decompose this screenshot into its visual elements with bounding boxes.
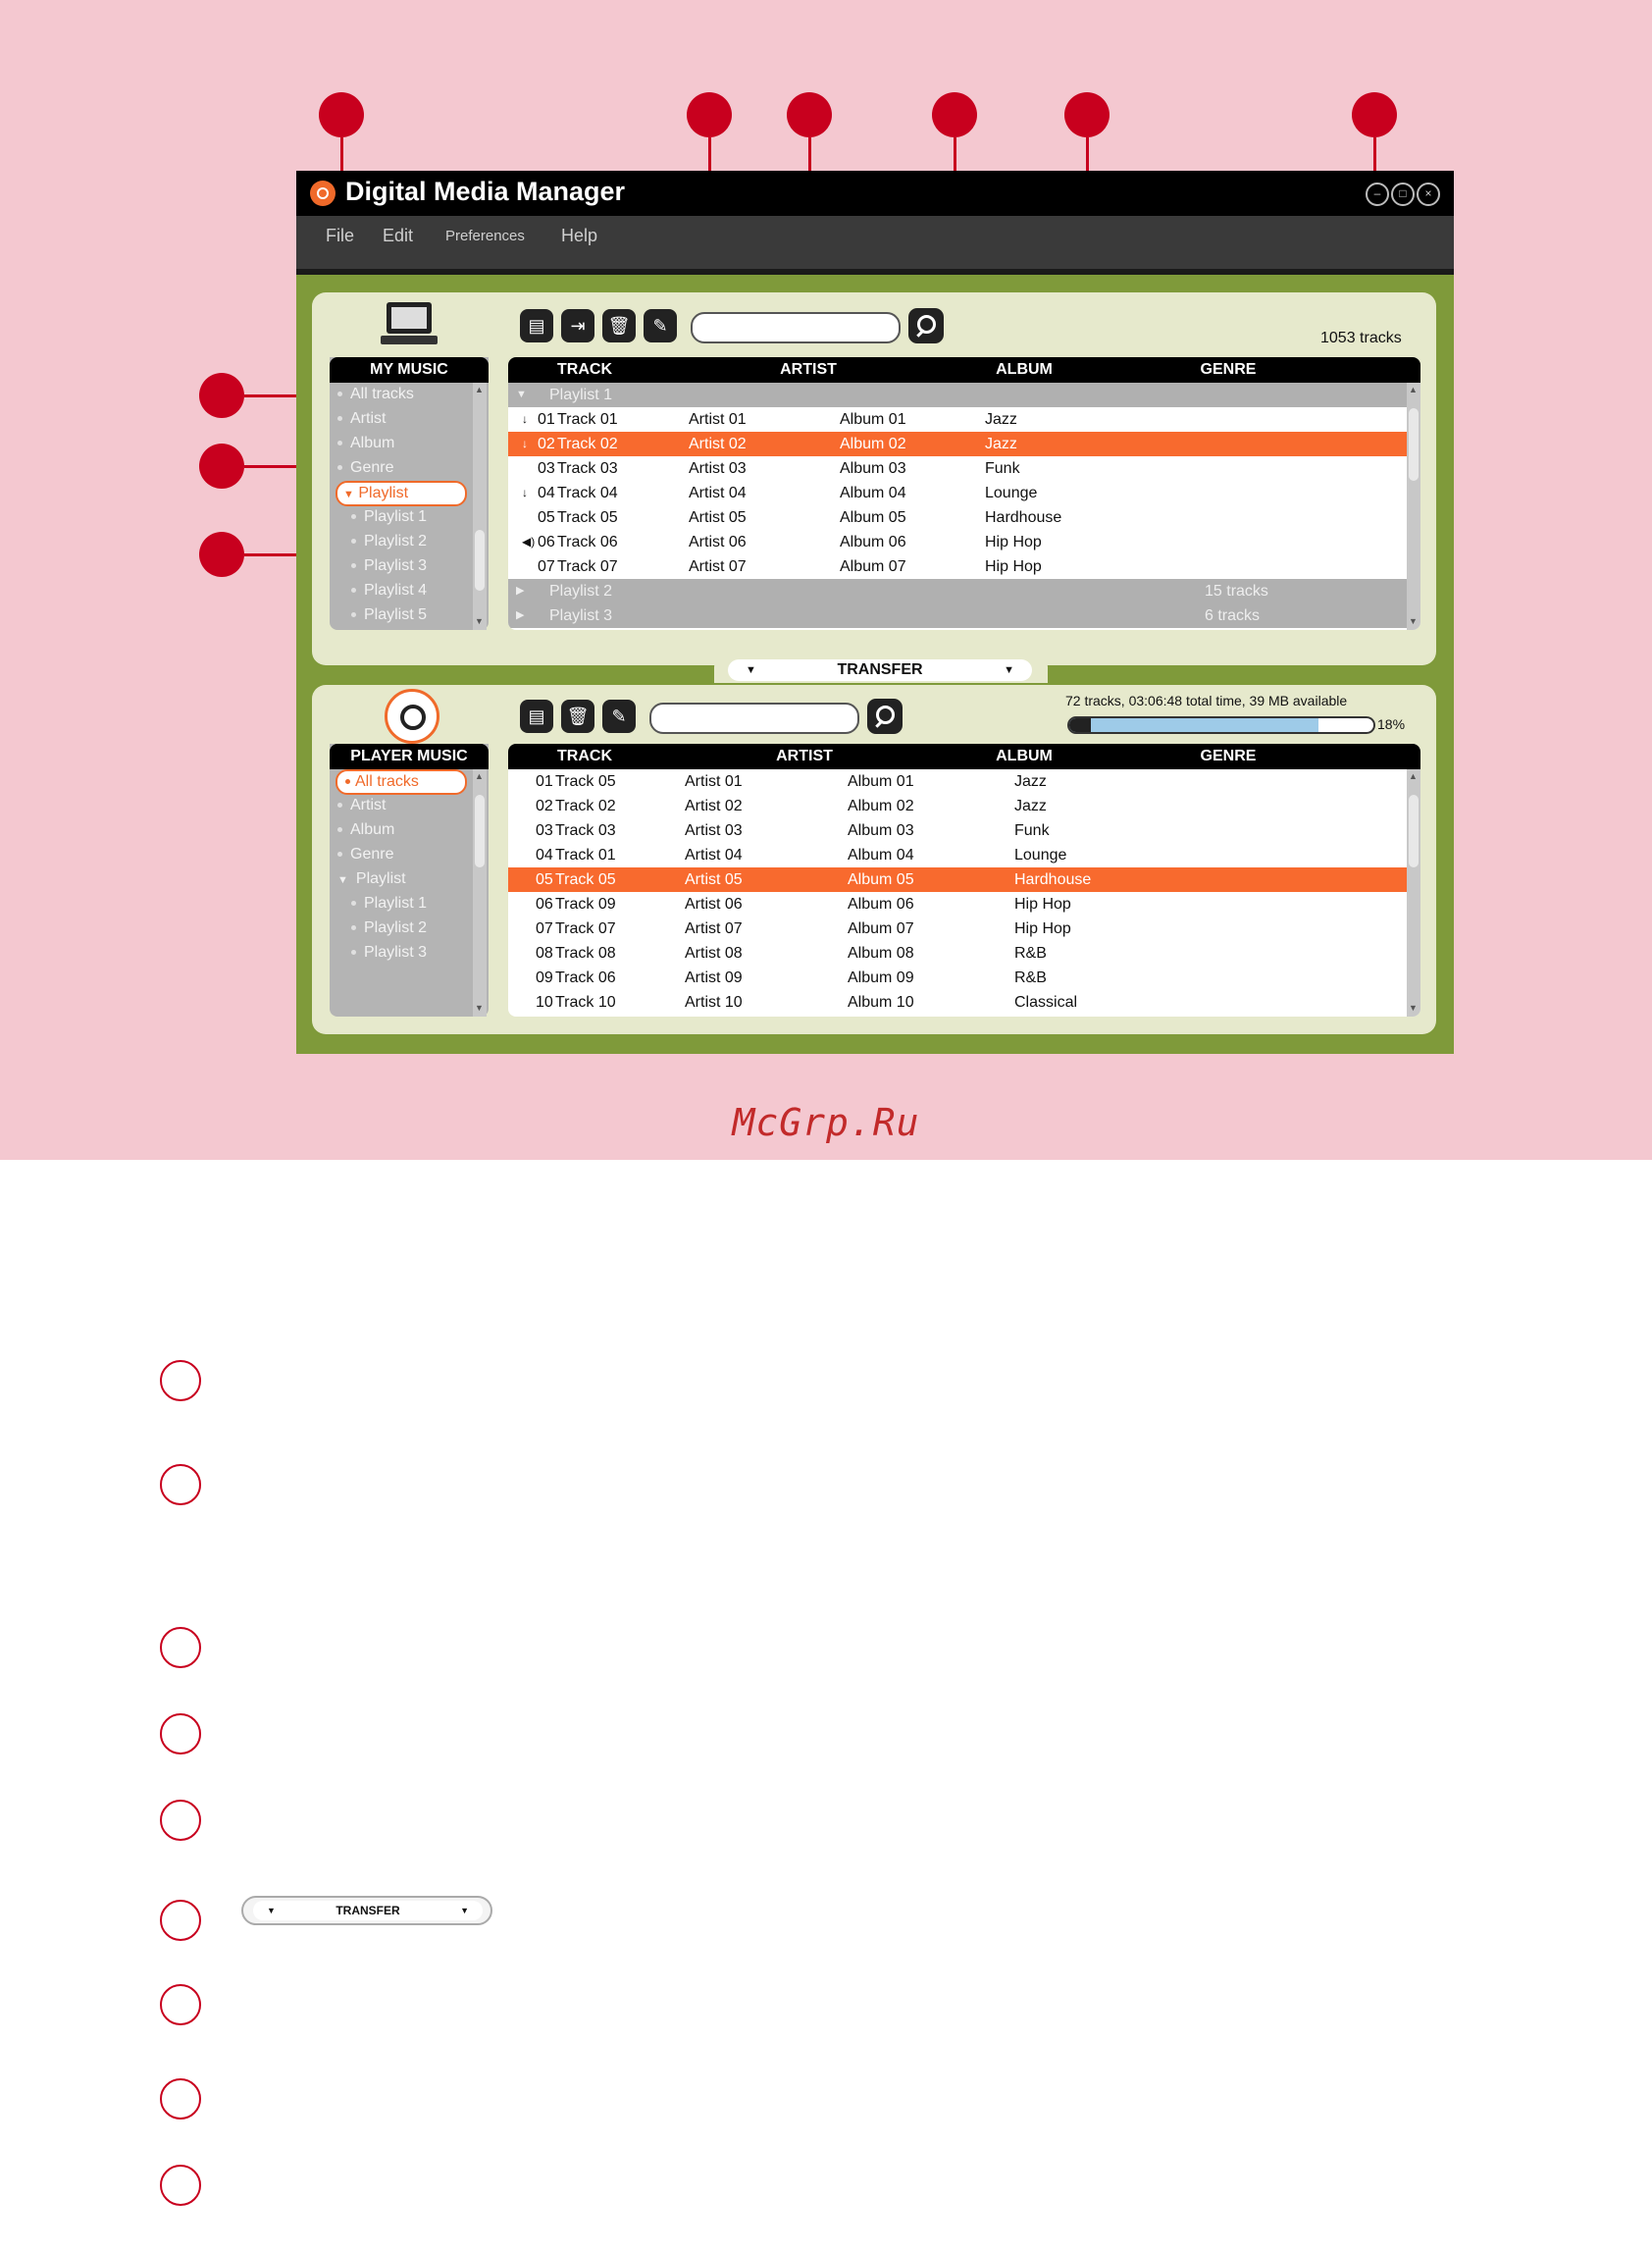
track-title: Track 01 [557, 411, 618, 428]
genre-cell: Hip Hop [1014, 920, 1071, 937]
scroll-down-icon[interactable]: ▼ [1409, 1003, 1418, 1013]
playlist-group-row[interactable]: ▶ Playlist 2 15 tracks [508, 579, 1407, 603]
new-playlist-button[interactable]: ▤ [520, 309, 553, 342]
capacity-used-fill [1069, 718, 1318, 732]
genre-cell: Funk [1014, 822, 1050, 839]
menu-preferences[interactable]: Preferences [445, 228, 525, 244]
track-title: Track 07 [555, 920, 616, 937]
callout-dot [932, 92, 977, 137]
track-title: Track 01 [555, 847, 616, 864]
track-title: Track 05 [555, 871, 616, 888]
album-cell: Album 10 [848, 994, 914, 1011]
menu-bar [296, 216, 1454, 269]
artist-cell: Artist 08 [685, 945, 743, 962]
my-music-search-input[interactable] [691, 312, 901, 343]
track-number: 07 [538, 558, 555, 575]
player-capacity-bar [1067, 716, 1375, 734]
scroll-thumb[interactable] [1409, 408, 1419, 481]
artist-cell: Artist 04 [689, 485, 747, 501]
column-genre[interactable]: GENRE [1200, 748, 1257, 764]
callout-dot [687, 92, 732, 137]
track-number: 08 [536, 945, 553, 962]
menu-edit[interactable]: Edit [383, 226, 414, 245]
callout-dot [319, 92, 364, 137]
track-number: 02 [536, 798, 553, 814]
table-header [508, 744, 1420, 769]
genre-cell: R&B [1014, 969, 1047, 986]
album-cell: Album 06 [840, 534, 906, 550]
transfer-down-icon: ▼ [267, 1906, 276, 1915]
table-row[interactable] [508, 917, 1407, 941]
genre-cell: Jazz [985, 436, 1017, 452]
track-title: Track 06 [555, 969, 616, 986]
legend-circle [160, 1713, 201, 1754]
column-album[interactable]: ALBUM [996, 748, 1053, 764]
track-title: Track 02 [557, 436, 618, 452]
legend-circle [160, 2078, 201, 2120]
artist-cell: Artist 06 [685, 896, 743, 913]
my-music-header: MY MUSIC [330, 357, 489, 383]
legend-circle [160, 1464, 201, 1505]
track-number: 04 [536, 847, 553, 864]
album-cell: Album 07 [848, 920, 914, 937]
player-search-button[interactable] [867, 699, 903, 734]
track-title: Track 05 [555, 773, 616, 790]
sidebar-item-playlist-2[interactable]: Playlist 2 [351, 919, 427, 937]
artist-cell: Artist 07 [689, 558, 747, 575]
column-album[interactable]: ALBUM [996, 361, 1053, 378]
legend-transfer-bar [241, 1896, 492, 1925]
edit-button[interactable]: ✎ [644, 309, 677, 342]
album-cell: Album 05 [840, 509, 906, 526]
genre-cell: Classical [1014, 994, 1078, 1011]
watermark: McGrp.Ru [732, 1101, 920, 1144]
transfer-down-icon: ▼ [1004, 664, 1014, 676]
track-title: Track 06 [557, 534, 618, 550]
edit-button[interactable]: ✎ [602, 700, 636, 733]
genre-cell: Hip Hop [985, 534, 1042, 550]
table-row[interactable] [508, 554, 1407, 579]
transfer-button[interactable]: ▼ TRANSFER ▼ [728, 659, 1032, 681]
genre-cell: Jazz [1014, 798, 1047, 814]
scroll-up-icon[interactable]: ▲ [475, 771, 484, 781]
playlist-group-row[interactable]: ▶ Playlist 3 6 tracks [508, 603, 1407, 628]
scroll-thumb[interactable] [475, 795, 485, 867]
table-row[interactable] [508, 769, 1407, 794]
track-title: Track 10 [555, 994, 616, 1011]
sidebar-item-playlist-3[interactable]: Playlist 3 [351, 557, 427, 575]
sidebar-item-playlist[interactable]: ▼ Playlist [337, 870, 406, 887]
table-row[interactable] [508, 794, 1407, 818]
track-title: Track 07 [557, 558, 618, 575]
sidebar-item-playlist-2[interactable]: Playlist 2 [351, 533, 427, 550]
scroll-down-icon[interactable]: ▼ [1409, 616, 1418, 626]
collapse-icon: ▶ [516, 609, 525, 621]
sidebar-item-album[interactable]: Album [337, 821, 394, 839]
legend-circle [160, 1360, 201, 1401]
column-genre[interactable]: GENRE [1200, 361, 1257, 378]
sidebar-item-genre[interactable]: Genre [337, 459, 393, 477]
track-title: Track 05 [557, 509, 618, 526]
sidebar-item-artist[interactable]: Artist [337, 797, 386, 814]
track-title: Track 03 [555, 822, 616, 839]
table-row[interactable] [508, 481, 1407, 505]
artist-cell: Artist 03 [685, 822, 743, 839]
track-number: 02 [538, 436, 555, 452]
status-icon: ↓ [522, 486, 528, 499]
genre-cell: Hardhouse [1014, 871, 1092, 888]
genre-cell: Hip Hop [1014, 896, 1071, 913]
scroll-down-icon[interactable]: ▼ [475, 616, 484, 626]
album-cell: Album 01 [840, 411, 906, 428]
album-cell: Album 03 [840, 460, 906, 477]
callout-dot [1064, 92, 1110, 137]
track-title: Track 04 [557, 485, 618, 501]
content-frame [296, 275, 1454, 1054]
artist-cell: Artist 05 [685, 871, 743, 888]
add-to-playlist-button[interactable]: ⇥ [561, 309, 594, 342]
album-cell: Album 09 [848, 969, 914, 986]
track-number: 06 [536, 896, 553, 913]
track-title: Track 09 [555, 896, 616, 913]
scroll-down-icon[interactable]: ▼ [475, 1003, 484, 1013]
app-window [296, 171, 1454, 1054]
artist-cell: Artist 03 [689, 460, 747, 477]
menu-help[interactable]: Help [561, 226, 598, 245]
scroll-up-icon[interactable]: ▲ [1409, 771, 1418, 781]
legend-circle [160, 1627, 201, 1668]
album-cell: Album 03 [848, 822, 914, 839]
artist-cell: Artist 09 [685, 969, 743, 986]
scroll-thumb[interactable] [1409, 795, 1419, 867]
status-icon: ↓ [522, 412, 528, 426]
player-music-panel [312, 685, 1436, 1034]
track-number: 03 [536, 822, 553, 839]
sidebar-item-playlist-3[interactable]: Playlist 3 [351, 944, 427, 962]
track-number: 01 [536, 773, 553, 790]
expand-icon: ▼ [516, 389, 527, 400]
delete-button[interactable]: 🗑 [561, 700, 594, 733]
track-number: 07 [536, 920, 553, 937]
track-number: 09 [536, 969, 553, 986]
column-track[interactable]: TRACK [557, 361, 612, 378]
album-cell: Album 07 [840, 558, 906, 575]
table-header [508, 357, 1420, 383]
artist-cell: Artist 04 [685, 847, 743, 864]
player-music-table [508, 744, 1420, 1017]
column-artist[interactable]: ARTIST [776, 748, 833, 764]
collapse-icon: ▶ [516, 585, 525, 597]
capacity-percent: 18% [1377, 716, 1406, 732]
genre-cell: Jazz [985, 411, 1017, 428]
artist-cell: Artist 01 [685, 773, 743, 790]
album-cell: Album 08 [848, 945, 914, 962]
computer-icon [377, 300, 441, 347]
table-row[interactable] [508, 456, 1407, 481]
table-scrollbar[interactable] [1407, 383, 1420, 630]
sidebar-item-artist[interactable]: Artist [337, 410, 386, 428]
player-music-header: PLAYER MUSIC [330, 744, 489, 769]
sidebar-item-all-tracks[interactable]: All tracks [336, 769, 467, 795]
track-title: Track 08 [555, 945, 616, 962]
maximize-icon[interactable]: □ [1391, 183, 1415, 206]
genre-cell: Hip Hop [985, 558, 1042, 575]
callout-dot [787, 92, 832, 137]
delete-button[interactable]: 🗑 [602, 309, 636, 342]
sidebar-item-album[interactable]: Album [337, 435, 394, 452]
table-row[interactable] [508, 867, 1407, 892]
scroll-thumb[interactable] [475, 530, 485, 591]
status-icon: ↓ [522, 437, 528, 450]
callout-dot [199, 532, 244, 577]
sidebar-item-all-tracks[interactable]: All tracks [337, 386, 414, 403]
my-music-table [508, 357, 1420, 630]
player-device-icon [385, 689, 439, 744]
genre-cell: R&B [1014, 945, 1047, 962]
sidebar-item-playlist-1[interactable]: Playlist 1 [351, 895, 427, 913]
track-number: 01 [538, 411, 555, 428]
genre-cell: Jazz [1014, 773, 1047, 790]
app-title: Digital Media Manager [345, 177, 626, 206]
legend-transfer-label: ▼ TRANSFER ▼ [253, 1901, 483, 1920]
album-cell: Album 02 [840, 436, 906, 452]
table-row[interactable] [508, 505, 1407, 530]
close-icon[interactable]: × [1417, 183, 1440, 206]
table-scrollbar[interactable] [1407, 769, 1420, 1017]
album-cell: Album 02 [848, 798, 914, 814]
status-icon: ◀) [522, 535, 536, 549]
sidebar-item-playlist-4[interactable]: Playlist 4 [351, 582, 427, 600]
legend-circle [160, 1800, 201, 1841]
artist-cell: Artist 06 [689, 534, 747, 550]
artist-cell: Artist 01 [689, 411, 747, 428]
sidebar-scrollbar[interactable] [473, 383, 487, 630]
legend-circle [160, 1900, 201, 1941]
sidebar-item-playlist[interactable]: ▼ Playlist [336, 481, 467, 506]
track-number: 03 [538, 460, 555, 477]
genre-cell: Lounge [985, 485, 1038, 501]
capacity-cap [1069, 718, 1091, 732]
artist-cell: Artist 07 [685, 920, 743, 937]
table-row[interactable] [508, 818, 1407, 843]
artist-cell: Artist 02 [685, 798, 743, 814]
track-count: 1053 tracks [1320, 330, 1402, 346]
album-cell: Album 05 [848, 871, 914, 888]
legend-circle [160, 1984, 201, 2025]
track-title: Track 03 [557, 460, 618, 477]
transfer-down-icon: ▼ [746, 664, 756, 676]
table-row[interactable] [508, 407, 1407, 432]
table-row[interactable] [508, 892, 1407, 917]
track-title: Track 02 [555, 798, 616, 814]
transfer-down-icon: ▼ [460, 1906, 469, 1915]
menu-file[interactable]: File [326, 226, 355, 245]
table-row[interactable] [508, 843, 1407, 867]
sidebar-scrollbar[interactable] [473, 769, 487, 1017]
table-row[interactable] [508, 530, 1407, 554]
album-cell: Album 01 [848, 773, 914, 790]
track-number: 05 [538, 509, 555, 526]
album-cell: Album 06 [848, 896, 914, 913]
new-playlist-button[interactable]: ▤ [520, 700, 553, 733]
table-row[interactable] [508, 432, 1407, 456]
callout-dot [1352, 92, 1397, 137]
track-number: 04 [538, 485, 555, 501]
app-logo-icon [310, 181, 336, 206]
column-artist[interactable]: ARTIST [780, 361, 837, 378]
artist-cell: Artist 10 [685, 994, 743, 1011]
album-cell: Album 04 [840, 485, 906, 501]
track-number: 06 [538, 534, 555, 550]
sidebar-item-genre[interactable]: Genre [337, 846, 393, 864]
genre-cell: Funk [985, 460, 1020, 477]
player-sidebar [330, 744, 489, 1017]
table-row[interactable] [508, 966, 1407, 990]
minimize-icon[interactable]: – [1366, 183, 1389, 206]
legend-circle [160, 2165, 201, 2206]
album-cell: Album 04 [848, 847, 914, 864]
my-music-panel [312, 292, 1436, 665]
track-number: 10 [536, 994, 553, 1011]
artist-cell: Artist 05 [689, 509, 747, 526]
table-row[interactable] [508, 941, 1407, 966]
genre-cell: Hardhouse [985, 509, 1062, 526]
track-number: 05 [536, 871, 553, 888]
my-music-search-button[interactable] [908, 308, 944, 343]
playlist-group-row[interactable]: ▼ Playlist 1 [508, 383, 1407, 407]
my-music-sidebar [330, 357, 489, 630]
player-search-input[interactable] [649, 703, 859, 734]
scroll-up-icon[interactable]: ▲ [475, 385, 484, 394]
column-track[interactable]: TRACK [557, 748, 612, 764]
artist-cell: Artist 02 [689, 436, 747, 452]
sidebar-item-playlist-5[interactable]: Playlist 5 [351, 606, 427, 624]
sidebar-item-playlist-1[interactable]: Playlist 1 [351, 508, 427, 526]
genre-cell: Lounge [1014, 847, 1067, 864]
callout-dot [199, 373, 244, 418]
player-status: 72 tracks, 03:06:48 total time, 39 MB available [1065, 693, 1348, 708]
table-row[interactable] [508, 990, 1407, 1015]
title-bar [296, 171, 1454, 216]
scroll-up-icon[interactable]: ▲ [1409, 385, 1418, 394]
transfer-bar [714, 655, 1048, 683]
callout-dot [199, 444, 244, 489]
